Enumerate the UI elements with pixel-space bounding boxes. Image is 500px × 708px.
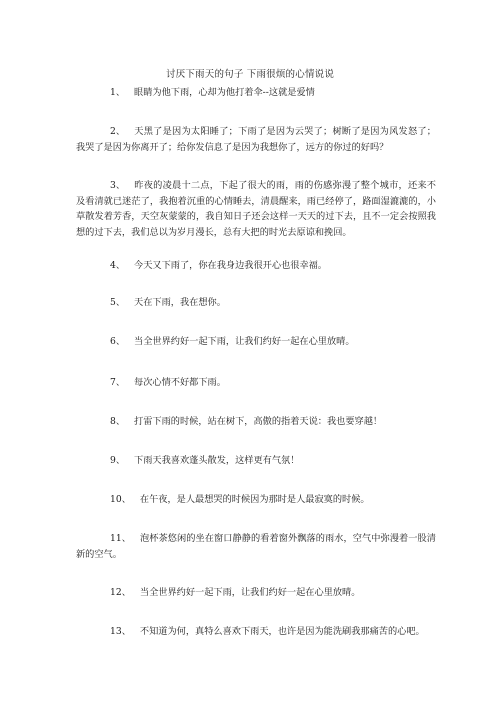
item-text: 今天又下雨了，你在我身边我很开心也很幸福。	[134, 260, 327, 271]
item-number: 3、	[110, 180, 126, 191]
item-number: 12、	[110, 587, 131, 598]
list-item	[76, 585, 436, 601]
item-text: 当全世界约好一起下雨，让我们约好一起在心里放晴。	[134, 336, 355, 347]
item-text: 昨夜的凌晨十二点，下起了很大的雨，雨的伤感弥漫了整个城市，还来不及看清就已迷茫了，我抱着沉重的心情睡去，清晨醒来，雨已经停了，路面湿漉漉的，小草散发着芳香，天空灰蒙蒙的，我自知日子还会这样一天天的过下去，且不一定会按照我想的过下去，我们总以为岁月漫长，总有大把的时光去原谅和挽回。	[76, 180, 436, 238]
item-text: 当全世界约好一起下雨，让我们约好一起在心里放晴。	[139, 587, 361, 598]
list-item	[76, 124, 436, 155]
item-text: 下雨天我喜欢蓬头散发，这样更有气氛！	[134, 455, 300, 466]
item-number: 13、	[110, 626, 131, 637]
item-number: 6、	[110, 336, 126, 347]
item-number: 7、	[110, 377, 126, 388]
list-item	[76, 258, 436, 274]
list-item	[76, 492, 436, 508]
list-item	[76, 453, 436, 469]
list-item	[76, 531, 436, 562]
list-item	[76, 295, 436, 311]
item-number: 4、	[110, 260, 126, 271]
item-text: 天黑了是因为太阳睡了；下雨了是因为云哭了；树断了是因为风发怒了；我哭了是因为你离开了；给你发信息了是因为我想你了，远方的你过的好吗？	[76, 126, 436, 153]
list-item	[76, 414, 436, 430]
item-number: 8、	[110, 416, 126, 427]
item-number: 2、	[110, 126, 126, 137]
list-item	[76, 334, 436, 350]
item-text: 打雷下雨的时候，站在树下，高傲的指着天说：我也要穿越！	[134, 416, 383, 427]
item-text: 眼睛为他下雨，心却为他打着伞--这就是爱情	[134, 87, 315, 98]
item-number: 9、	[110, 455, 126, 466]
item-text: 泡杯茶悠闲的坐在窗口静静的看着窗外飘落的雨水，空气中弥漫着一股清新的空气。	[76, 533, 436, 560]
item-text: 每次心情不好都下雨。	[134, 377, 226, 388]
list-item	[76, 85, 436, 101]
item-number: 5、	[110, 297, 126, 308]
item-number: 10、	[110, 494, 131, 505]
item-text: 不知道为何，真特么喜欢下雨天，也许是因为能洗刷我那痛苦的心吧。	[139, 626, 425, 637]
item-number: 11、	[110, 533, 131, 544]
list-item	[76, 624, 436, 640]
list-item	[76, 178, 436, 240]
list-item	[76, 375, 436, 391]
item-text: 在午夜，是人最想哭的时候因为那时是人最寂寞的时候。	[139, 494, 370, 505]
item-text: 天在下雨，我在想你。	[134, 297, 226, 308]
item-number: 1、	[110, 87, 126, 98]
document-title: 讨厌下雨天的句子 下雨很烦的心情说说	[165, 69, 335, 80]
